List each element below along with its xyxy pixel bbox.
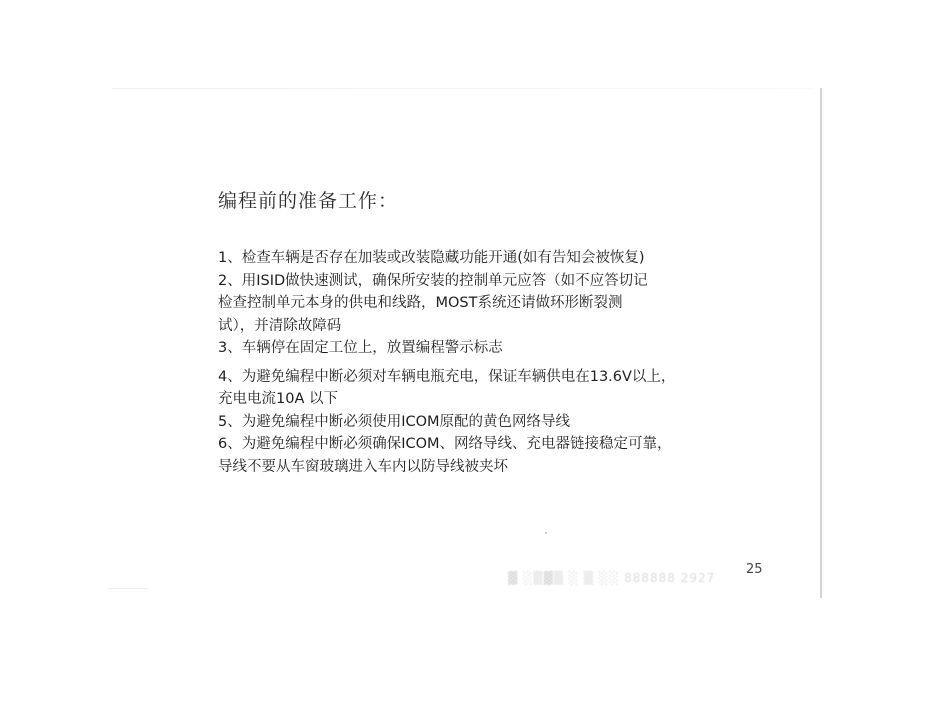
list-item-4-line-2: 充电电流10A 以下 xyxy=(218,391,338,407)
preparation-list xyxy=(218,247,798,478)
scan-speck xyxy=(545,532,547,534)
list-item-6-line-2: 导线不要从车窗玻璃进入车内以防导线被夹坏 xyxy=(218,458,508,475)
list-item-1: 1、检查车辆是否存在加装或改装隐藏功能开通(如有告知会被恢复) xyxy=(218,250,645,266)
list-item-2-line-2: 检查控制单元本身的供电和线路，MOST系统还请做环形断裂测 xyxy=(218,295,623,311)
page-number: 25 xyxy=(746,562,763,577)
list-item-6-line-1: 6、为避免编程中断必须确保ICOM、网络导线、充电器链接稳定可靠， xyxy=(218,436,672,452)
list-item-2-line-3: 试），并清除故障码 xyxy=(218,317,342,334)
list-item-4-line-1: 4、为避免编程中断必须对车辆电瓶充电，保证车辆供电在13.6V以上， xyxy=(218,368,676,385)
list-item-2-line-1: 2、用ISID做快速测试，确保所安装的控制单元应答（如不应答切记 xyxy=(218,272,648,289)
list-item-5: 5、为避免编程中断必须使用ICOM原配的黄色网络导线 xyxy=(218,413,571,430)
faded-watermark: ▓ ░▒▓▒ ░ ▒ ░░ 888888 2927 xyxy=(508,571,716,585)
slide-left-edge xyxy=(108,588,148,589)
slide-right-edge xyxy=(820,88,822,598)
slide-top-edge xyxy=(112,88,812,89)
slide-page xyxy=(112,88,822,598)
slide-title: 编程前的准备工作： xyxy=(218,190,399,212)
list-item-3: 3、车辆停在固定工位上，放置编程警示标志 xyxy=(218,340,503,356)
